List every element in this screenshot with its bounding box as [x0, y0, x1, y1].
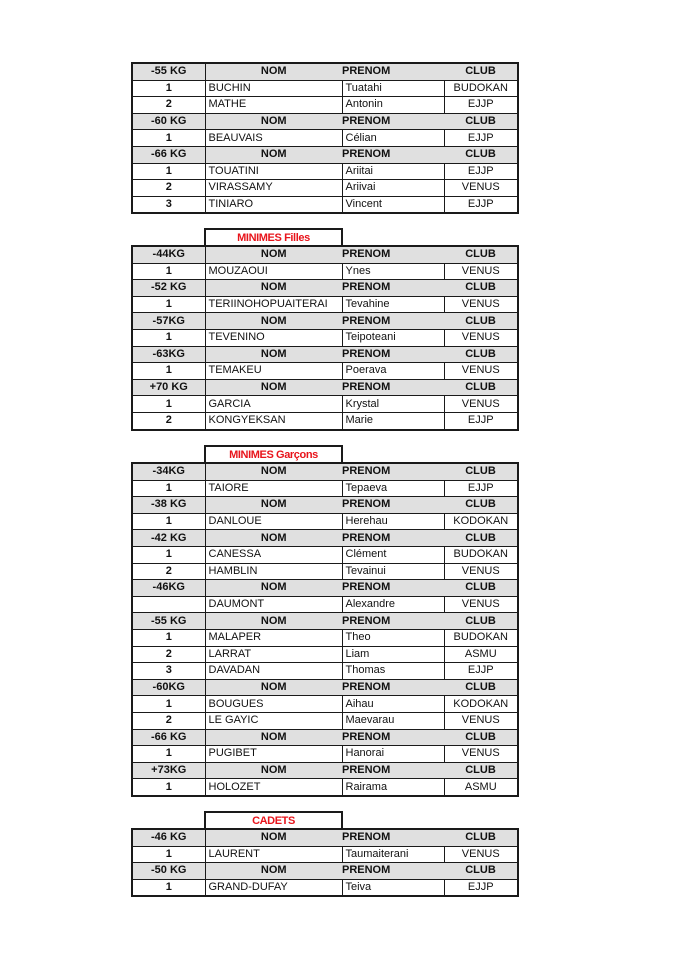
nom-cell: HAMBLIN	[205, 563, 342, 580]
header-club: CLUB	[444, 379, 518, 396]
header-prenom: PRENOM	[342, 280, 444, 297]
header-club: CLUB	[444, 463, 518, 480]
header-club: CLUB	[444, 829, 518, 846]
weight-category: -60KG	[132, 679, 205, 696]
weight-category-header	[132, 146, 518, 163]
rank-cell: 1	[132, 263, 205, 280]
weight-category-header	[132, 313, 518, 330]
table-row	[132, 596, 518, 613]
header-nom: NOM	[205, 379, 342, 396]
header-nom: NOM	[205, 346, 342, 363]
header-prenom: PRENOM	[342, 146, 444, 163]
table-row	[132, 97, 518, 114]
weight-category: -46 KG	[132, 829, 205, 846]
header-nom: NOM	[205, 313, 342, 330]
prenom-cell: Alexandre	[342, 596, 444, 613]
prenom-cell: Theo	[342, 629, 444, 646]
table-row	[132, 412, 518, 429]
prenom-cell: Clément	[342, 546, 444, 563]
weight-category-header	[132, 246, 518, 263]
weight-category: +73KG	[132, 762, 205, 779]
table-row	[132, 746, 518, 763]
prenom-cell: Tevainui	[342, 563, 444, 580]
table-row	[132, 480, 518, 497]
rank-cell: 1	[132, 879, 205, 896]
weight-category-header	[132, 63, 518, 80]
nom-cell: HOLOZET	[205, 779, 342, 796]
rank-cell: 1	[132, 696, 205, 713]
weight-category-header	[132, 863, 518, 880]
weight-category-header	[132, 530, 518, 547]
weight-category: -57KG	[132, 313, 205, 330]
rank-cell: 3	[132, 196, 205, 213]
nom-cell: TAIORE	[205, 480, 342, 497]
nom-cell: TEVENINO	[205, 329, 342, 346]
rank-cell: 1	[132, 363, 205, 380]
weight-category: -34KG	[132, 463, 205, 480]
rank-cell: 1	[132, 846, 205, 863]
rank-cell: 1	[132, 629, 205, 646]
header-prenom: PRENOM	[342, 580, 444, 597]
results-table	[131, 245, 519, 431]
rank-cell: 1	[132, 329, 205, 346]
weight-category: -46KG	[132, 580, 205, 597]
prenom-cell: Ariivai	[342, 180, 444, 197]
club-cell: VENUS	[444, 363, 518, 380]
weight-category: -44KG	[132, 246, 205, 263]
weight-category: -63KG	[132, 346, 205, 363]
prenom-cell: Teiva	[342, 879, 444, 896]
header-nom: NOM	[205, 530, 342, 547]
prenom-cell: Liam	[342, 646, 444, 663]
prenom-cell: Ynes	[342, 263, 444, 280]
header-prenom: PRENOM	[342, 762, 444, 779]
rank-cell: 2	[132, 97, 205, 114]
weight-category: -66 KG	[132, 729, 205, 746]
prenom-cell: Maevarau	[342, 712, 444, 729]
weight-category: +70 KG	[132, 379, 205, 396]
club-cell: VENUS	[444, 712, 518, 729]
prenom-cell: Tepaeva	[342, 480, 444, 497]
weight-category-header	[132, 762, 518, 779]
nom-cell: MOUZAOUI	[205, 263, 342, 280]
table-row	[132, 80, 518, 97]
table-row	[132, 180, 518, 197]
rank-cell: 1	[132, 163, 205, 180]
club-cell: VENUS	[444, 563, 518, 580]
prenom-cell: Teipoteani	[342, 329, 444, 346]
weight-category-header	[132, 497, 518, 514]
header-nom: NOM	[205, 63, 342, 80]
weight-category-header	[132, 613, 518, 630]
table-row	[132, 646, 518, 663]
header-nom: NOM	[205, 146, 342, 163]
prenom-cell: Ariitai	[342, 163, 444, 180]
club-cell: EJJP	[444, 130, 518, 147]
table-row	[132, 546, 518, 563]
table-row	[132, 396, 518, 413]
header-club: CLUB	[444, 63, 518, 80]
header-prenom: PRENOM	[342, 679, 444, 696]
header-club: CLUB	[444, 246, 518, 263]
nom-cell: VIRASSAMY	[205, 180, 342, 197]
header-club: CLUB	[444, 146, 518, 163]
nom-cell: BOUGUES	[205, 696, 342, 713]
prenom-cell: Krystal	[342, 396, 444, 413]
header-prenom: PRENOM	[342, 346, 444, 363]
rank-cell: 3	[132, 663, 205, 680]
nom-cell: LAURENT	[205, 846, 342, 863]
prenom-cell: Rairama	[342, 779, 444, 796]
weight-category-header	[132, 280, 518, 297]
header-club: CLUB	[444, 613, 518, 630]
weight-category-header	[132, 729, 518, 746]
table-row	[132, 163, 518, 180]
weight-category: -42 KG	[132, 530, 205, 547]
club-cell: EJJP	[444, 196, 518, 213]
club-cell: VENUS	[444, 263, 518, 280]
weight-category: -38 KG	[132, 497, 205, 514]
header-nom: NOM	[205, 729, 342, 746]
club-cell: VENUS	[444, 396, 518, 413]
section-title: MINIMES Filles	[204, 228, 343, 246]
prenom-cell: Poerava	[342, 363, 444, 380]
header-nom: NOM	[205, 762, 342, 779]
weight-category: -50 KG	[132, 863, 205, 880]
club-cell: BUDOKAN	[444, 546, 518, 563]
table-row	[132, 663, 518, 680]
nom-cell: TEMAKEU	[205, 363, 342, 380]
rank-cell: 1	[132, 130, 205, 147]
prenom-cell: Vincent	[342, 196, 444, 213]
header-club: CLUB	[444, 497, 518, 514]
header-prenom: PRENOM	[342, 613, 444, 630]
header-prenom: PRENOM	[342, 63, 444, 80]
prenom-cell: Aihau	[342, 696, 444, 713]
club-cell: VENUS	[444, 180, 518, 197]
prenom-cell: Herehau	[342, 513, 444, 530]
nom-cell: MATHE	[205, 97, 342, 114]
weight-category-header	[132, 113, 518, 130]
section-title: MINIMES Garçons	[204, 445, 343, 463]
nom-cell: DAVADAN	[205, 663, 342, 680]
results-table	[131, 62, 519, 214]
table-row	[132, 363, 518, 380]
rank-cell: 1	[132, 480, 205, 497]
nom-cell: TERIINOHOPUAITERAI	[205, 296, 342, 313]
club-cell: ASMU	[444, 646, 518, 663]
rank-cell: 1	[132, 396, 205, 413]
prenom-cell: Hanorai	[342, 746, 444, 763]
header-club: CLUB	[444, 113, 518, 130]
prenom-cell: Antonin	[342, 97, 444, 114]
nom-cell: DAUMONT	[205, 596, 342, 613]
prenom-cell: Tuatahi	[342, 80, 444, 97]
club-cell: KODOKAN	[444, 513, 518, 530]
table-row	[132, 196, 518, 213]
nom-cell: LARRAT	[205, 646, 342, 663]
table-row	[132, 263, 518, 280]
header-nom: NOM	[205, 580, 342, 597]
results-table	[131, 828, 519, 897]
weight-category-header	[132, 463, 518, 480]
header-prenom: PRENOM	[342, 463, 444, 480]
results-table	[131, 462, 519, 797]
rank-cell: 1	[132, 746, 205, 763]
rank-cell: 2	[132, 646, 205, 663]
header-club: CLUB	[444, 580, 518, 597]
rank-cell: 1	[132, 80, 205, 97]
rank-cell: 1	[132, 296, 205, 313]
header-nom: NOM	[205, 863, 342, 880]
rank-cell	[132, 596, 205, 613]
club-cell: EJJP	[444, 480, 518, 497]
header-nom: NOM	[205, 497, 342, 514]
weight-category-header	[132, 580, 518, 597]
rank-cell: 1	[132, 546, 205, 563]
header-prenom: PRENOM	[342, 729, 444, 746]
header-prenom: PRENOM	[342, 530, 444, 547]
weight-category: -55 KG	[132, 613, 205, 630]
nom-cell: GRAND-DUFAY	[205, 879, 342, 896]
table-row	[132, 563, 518, 580]
rank-cell: 1	[132, 513, 205, 530]
club-cell: ASMU	[444, 779, 518, 796]
header-prenom: PRENOM	[342, 246, 444, 263]
table-row	[132, 879, 518, 896]
nom-cell: BUCHIN	[205, 80, 342, 97]
header-club: CLUB	[444, 863, 518, 880]
weight-category: -55 KG	[132, 63, 205, 80]
header-club: CLUB	[444, 280, 518, 297]
header-club: CLUB	[444, 729, 518, 746]
prenom-cell: Célian	[342, 130, 444, 147]
club-cell: KODOKAN	[444, 696, 518, 713]
header-club: CLUB	[444, 530, 518, 547]
weight-category: -60 KG	[132, 113, 205, 130]
table-row	[132, 779, 518, 796]
header-nom: NOM	[205, 246, 342, 263]
weight-category-header	[132, 379, 518, 396]
club-cell: VENUS	[444, 596, 518, 613]
weight-category-header	[132, 829, 518, 846]
club-cell: EJJP	[444, 412, 518, 429]
club-cell: EJJP	[444, 879, 518, 896]
header-club: CLUB	[444, 346, 518, 363]
table-row	[132, 712, 518, 729]
table-row	[132, 846, 518, 863]
nom-cell: KONGYEKSAN	[205, 412, 342, 429]
rank-cell: 2	[132, 180, 205, 197]
nom-cell: BEAUVAIS	[205, 130, 342, 147]
table-row	[132, 513, 518, 530]
header-prenom: PRENOM	[342, 497, 444, 514]
nom-cell: LE GAYIC	[205, 712, 342, 729]
table-row	[132, 696, 518, 713]
table-row	[132, 629, 518, 646]
table-row	[132, 130, 518, 147]
table-row	[132, 329, 518, 346]
club-cell: BUDOKAN	[444, 629, 518, 646]
weight-category-header	[132, 679, 518, 696]
club-cell: EJJP	[444, 97, 518, 114]
prenom-cell: Taumaiterani	[342, 846, 444, 863]
nom-cell: TOUATINI	[205, 163, 342, 180]
header-nom: NOM	[205, 829, 342, 846]
prenom-cell: Tevahine	[342, 296, 444, 313]
header-club: CLUB	[444, 762, 518, 779]
section-title: CADETS	[204, 811, 343, 829]
nom-cell: TINIARO	[205, 196, 342, 213]
club-cell: EJJP	[444, 663, 518, 680]
nom-cell: DANLOUE	[205, 513, 342, 530]
club-cell: VENUS	[444, 846, 518, 863]
header-prenom: PRENOM	[342, 379, 444, 396]
header-club: CLUB	[444, 313, 518, 330]
header-nom: NOM	[205, 679, 342, 696]
prenom-cell: Thomas	[342, 663, 444, 680]
table-row	[132, 296, 518, 313]
rank-cell: 2	[132, 412, 205, 429]
header-nom: NOM	[205, 280, 342, 297]
header-nom: NOM	[205, 113, 342, 130]
header-prenom: PRENOM	[342, 863, 444, 880]
rank-cell: 1	[132, 779, 205, 796]
prenom-cell: Marie	[342, 412, 444, 429]
club-cell: BUDOKAN	[444, 80, 518, 97]
weight-category: -52 KG	[132, 280, 205, 297]
club-cell: VENUS	[444, 746, 518, 763]
header-nom: NOM	[205, 463, 342, 480]
nom-cell: PUGIBET	[205, 746, 342, 763]
header-prenom: PRENOM	[342, 313, 444, 330]
rank-cell: 2	[132, 563, 205, 580]
header-club: CLUB	[444, 679, 518, 696]
club-cell: VENUS	[444, 296, 518, 313]
rank-cell: 2	[132, 712, 205, 729]
header-nom: NOM	[205, 613, 342, 630]
club-cell: EJJP	[444, 163, 518, 180]
header-prenom: PRENOM	[342, 829, 444, 846]
nom-cell: CANESSA	[205, 546, 342, 563]
weight-category: -66 KG	[132, 146, 205, 163]
weight-category-header	[132, 346, 518, 363]
header-prenom: PRENOM	[342, 113, 444, 130]
nom-cell: GARCIA	[205, 396, 342, 413]
club-cell: VENUS	[444, 329, 518, 346]
nom-cell: MALAPER	[205, 629, 342, 646]
